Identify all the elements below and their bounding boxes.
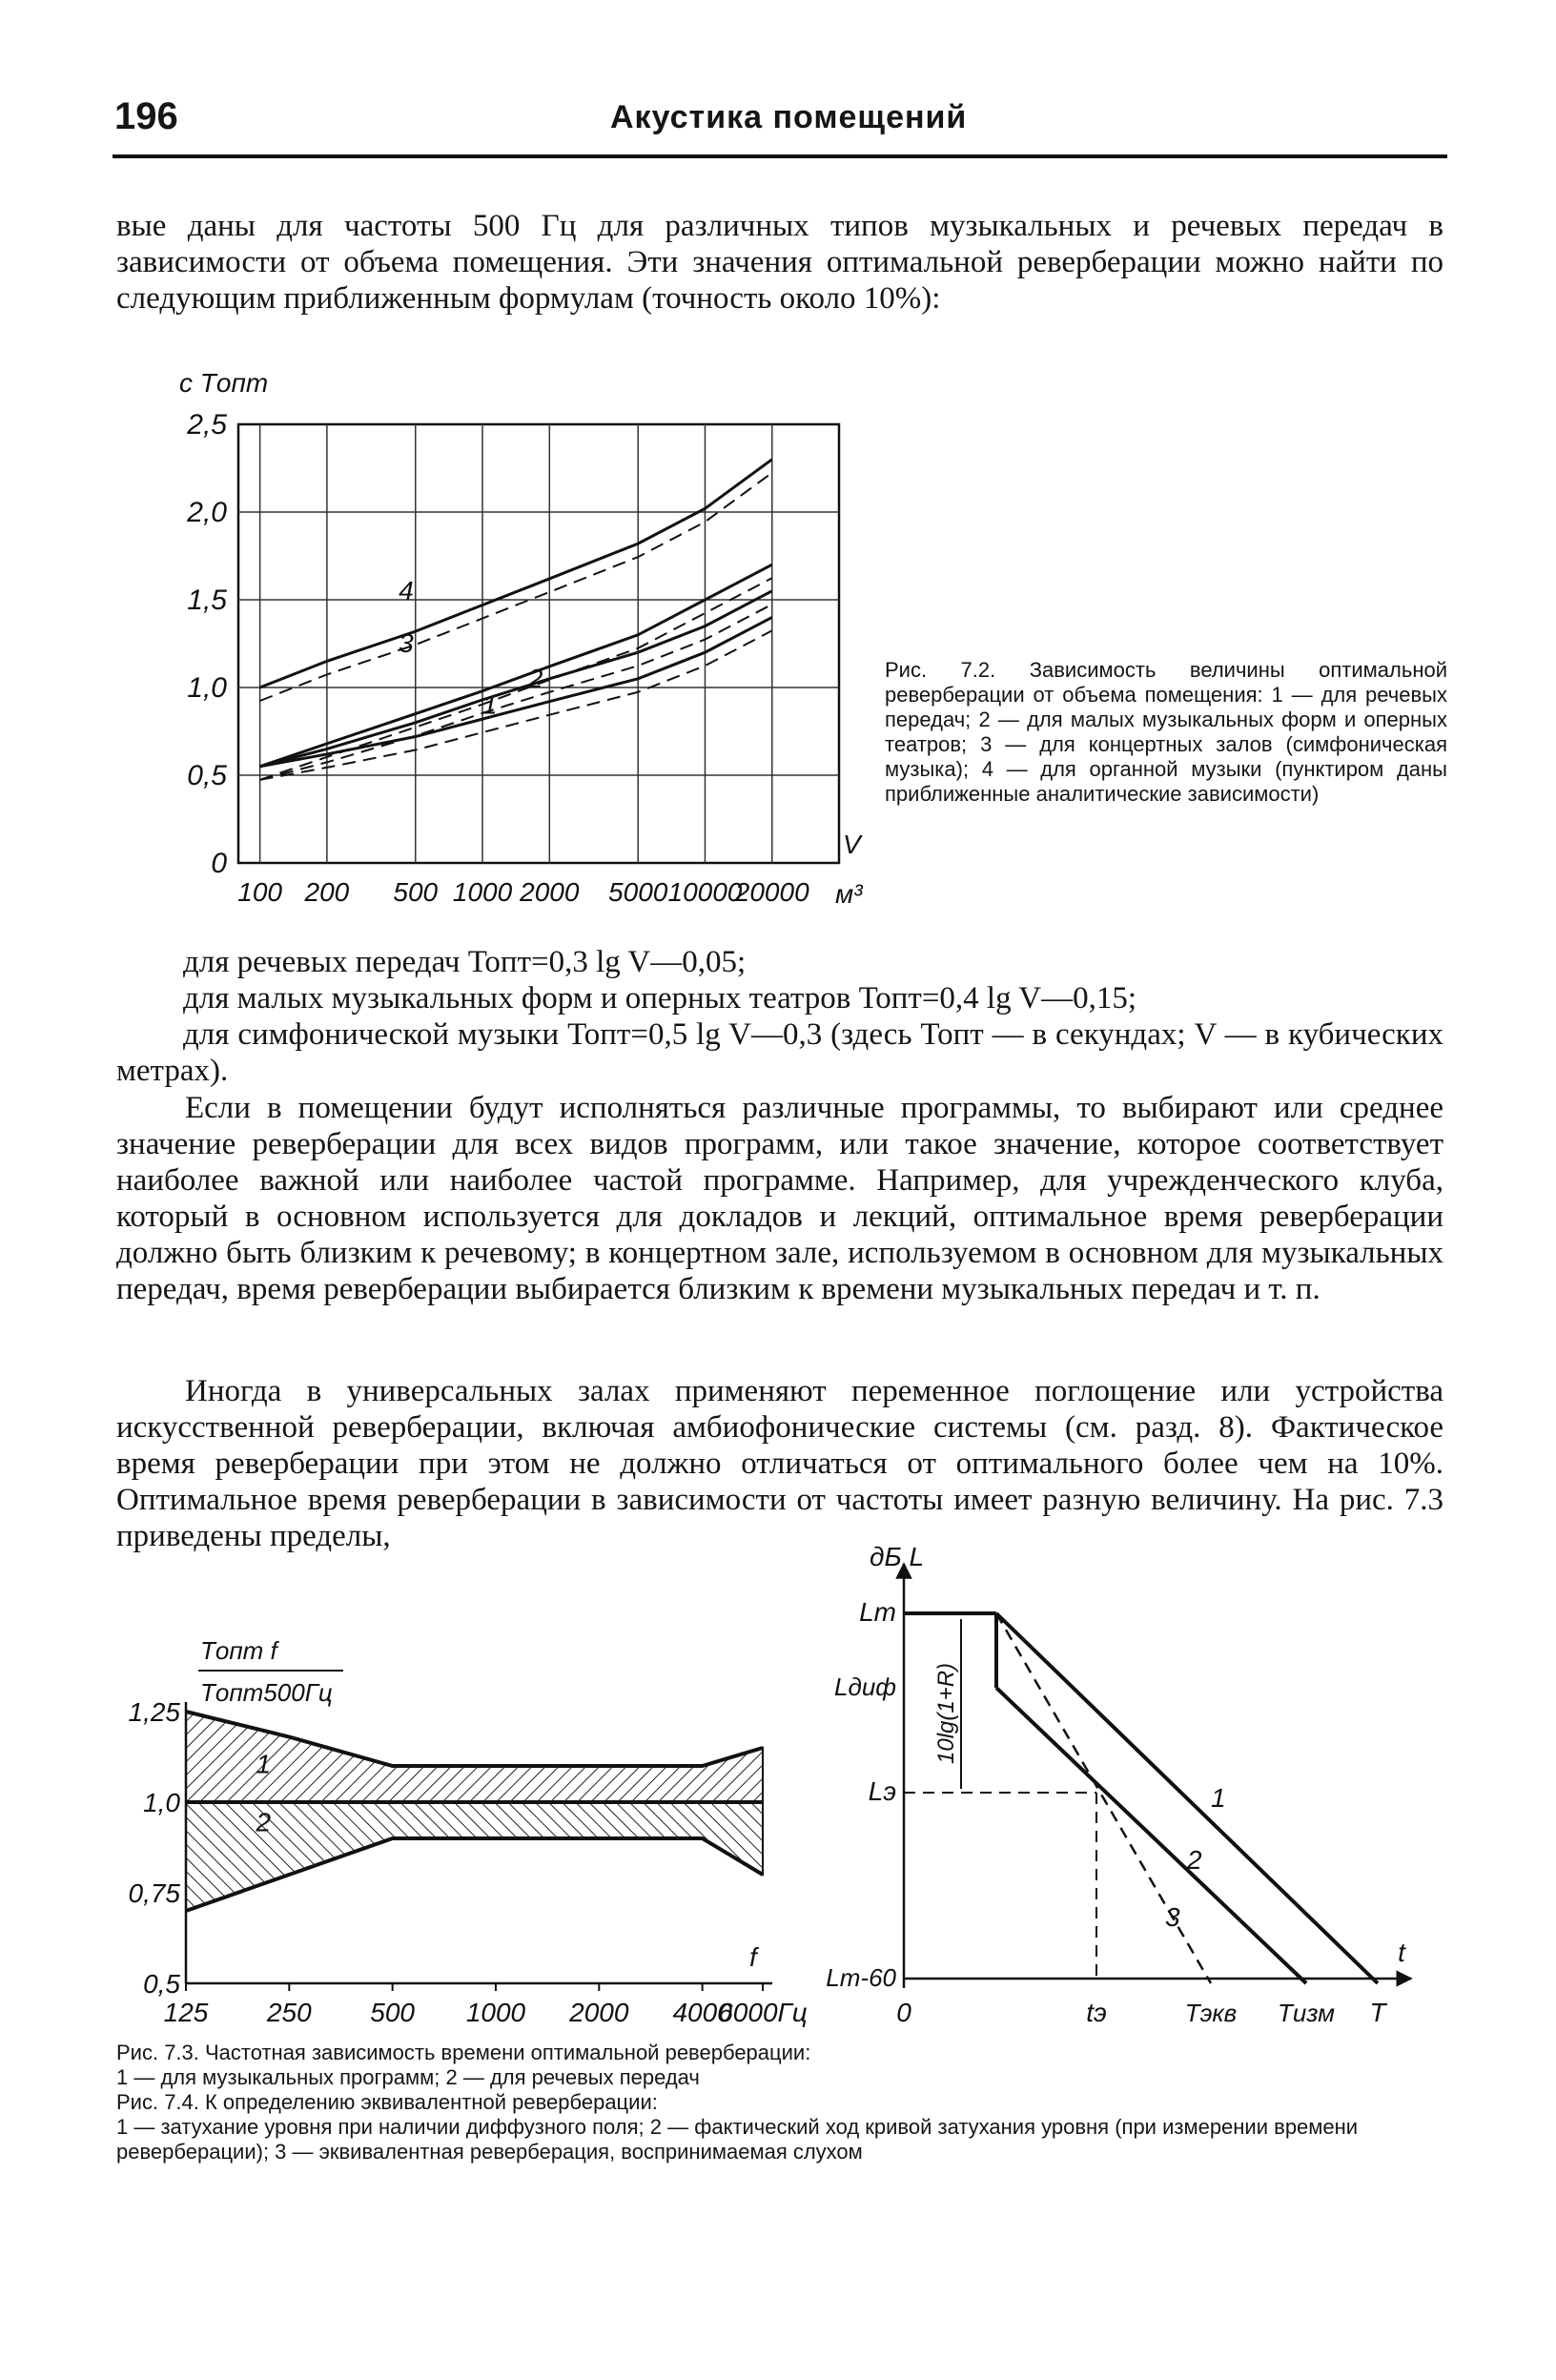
fig74-Lm: Lm — [859, 1597, 896, 1627]
formula-speech: для речевых передач Топт=0,3 lg V—0,05; — [183, 945, 747, 979]
fig72-xtick: 2000 — [520, 877, 580, 907]
fig73-xtick: 4000 — [672, 1998, 732, 2027]
figure-7-4-chart — [810, 1542, 1459, 2041]
fig74-drawing — [826, 1542, 1411, 2027]
fig74-curve-label: 1 — [1211, 1783, 1226, 1813]
fig74-curve-2 — [996, 1688, 1306, 1983]
fig74-Tekv: Tэкв — [1184, 1999, 1238, 2027]
fig74-Le: Lэ — [868, 1776, 896, 1806]
fig74-curve-label: 2 — [1187, 1845, 1202, 1875]
fig72-curve-label: 1 — [482, 689, 498, 720]
fig72-caption-title: Рис. 7.2. Зависимость величины оптимальной реверберации от объема помещения: — [885, 658, 1447, 707]
fig72-curve-label: 4 — [399, 576, 414, 605]
fig74-Ldif: Lдиф — [833, 1672, 896, 1701]
fig74-ylabel: дБ L — [870, 1542, 925, 1571]
fig73-ytick: 0,75 — [128, 1878, 180, 1908]
fig72-curve-3 — [260, 564, 772, 767]
fig74-curve-1 — [996, 1613, 1378, 1983]
fig73-ylabel-den: Tопт500Гц — [200, 1678, 333, 1707]
fig73-band-2 — [186, 1802, 763, 1911]
header-rule — [113, 154, 1447, 158]
fig74-Lm60: Lm-60 — [826, 1963, 896, 1992]
fig72-curve-4 — [260, 460, 772, 687]
paragraph-1: вые даны для частоты 500 Гц для различных типов музыкальных и речевых передач в зависимости от объема помещения. Эти значения оптимальной реверберации можно найти по следующим приближенным формулам (точность около 10%): — [116, 209, 1443, 316]
fig72-dashed-1 — [260, 630, 772, 779]
fig72-labels — [179, 368, 863, 909]
fig73-ytick: 0,5 — [143, 1969, 180, 1999]
fig73-ylabel-num: Tопт f — [200, 1636, 277, 1665]
fig74-te: tэ — [1086, 1998, 1107, 2027]
fig73-xtick: 125 — [163, 1998, 209, 2027]
fig72-xtick: 5000 — [608, 877, 668, 907]
fig73-xtick: 1000 — [465, 1998, 526, 2027]
fig72-xtick: 500 — [393, 877, 439, 907]
fig74-bracket-label: 10lg(1+R) — [933, 1662, 959, 1764]
fig72-ytick: 2,5 — [187, 409, 227, 441]
fig73-xtick: 250 — [266, 1998, 312, 2027]
fig73-xtick: 6000Гц — [718, 1998, 808, 2027]
fig74-caption-legend: 1 — затухание уровня при наличии диффузного поля; 2 — фактический ход кривой затухания уровня (при измерении времени реверберации); 3 — эквивалентная реверберация, воспринимаемая слухом — [116, 2115, 1359, 2164]
fig72-ytick: 1,0 — [187, 672, 227, 704]
fig74-curve-label: 3 — [1165, 1902, 1180, 1932]
formula-opera: для малых музыкальных форм и оперных театров Топт=0,4 lg V—0,15; — [183, 981, 1137, 1016]
fig73-band-label: 1 — [256, 1749, 272, 1779]
fig72-xtick: 1000 — [452, 877, 513, 907]
fig72-ytick: 0 — [211, 848, 227, 879]
fig72-curve-1 — [260, 617, 772, 766]
fig73-ytick: 1,0 — [143, 1788, 180, 1817]
fig72-curve-label: 3 — [399, 628, 414, 659]
fig72-curves — [260, 460, 772, 780]
fig72-vlabel: V — [843, 830, 861, 859]
figure-7-2-chart — [143, 367, 868, 920]
figure-7-2-caption — [885, 658, 1447, 807]
fig73-xtick: 2000 — [569, 1998, 629, 2027]
fig72-ytick: 1,5 — [187, 585, 227, 616]
fig74-T: T — [1369, 1998, 1386, 2027]
fig72-ytick: 2,0 — [187, 497, 227, 528]
fig73-caption-legend: 1 — для музыкальных программ; 2 — для речевых передач — [116, 2065, 700, 2089]
fig72-dashed-4 — [260, 473, 772, 701]
fig72-xtick: 200 — [304, 877, 350, 907]
fig72-xtick: 100 — [237, 877, 282, 907]
fig73-bands — [186, 1712, 763, 1911]
fig72-curve-label: 2 — [527, 664, 543, 693]
fig73-band-1 — [186, 1712, 763, 1802]
figure-7-3-7-4-captions — [116, 2041, 1451, 2165]
fig74-Tizm: Tизм — [1278, 1999, 1335, 2027]
page-number: 196 — [114, 95, 178, 137]
fig72-xunit: м³ — [835, 879, 863, 909]
fig73-xtick: 500 — [370, 1998, 416, 2027]
running-title: Акустика помещений — [610, 99, 968, 135]
paragraph-2: Если в помещении будут исполняться различные программы, то выбирают или среднее значение реверберации для всех видов программ, или такое значение, которое соответствует наиболее важной или наиболее частой программе. Например, для учрежденческого клуба, который в основном используется для докладов и лекций, оптимальное время реверберации должно быть близким к речевому; в концертном зале, используемом в основном для музыкальных передач, время реверберации выбирается близким к времени музыкальных передач и т. п. — [116, 1091, 1443, 1306]
fig72-ytick: 0,5 — [187, 760, 227, 791]
fig74-origin: 0 — [896, 1998, 911, 2027]
fig73-flabel: f — [749, 1942, 757, 1972]
fig73-caption-title: Рис. 7.3. Частотная зависимость времени оптимальной реверберации: — [116, 2041, 811, 2064]
fig72-xtick: 10000 — [667, 877, 743, 907]
fig72-caption-legend: 1 — для речевых передач; 2 — для малых музыкальных форм и оперных театров; 3 — для концертных залов (симфоническая музыка); 4 — для органной музыки (пунктиром даны приближенные аналитические зависимости) — [885, 683, 1447, 806]
fig72-xtick: 20000 — [734, 877, 809, 907]
formula-symphony: для симфонической музыки Топт=0,5 lg V—0,3 (здесь Топт — в секундах; V — в кубических метрах). — [116, 1017, 1443, 1088]
fig74-t: t — [1398, 1938, 1405, 1967]
fig72-ylabel: c Tопт — [179, 368, 269, 398]
figure-7-3-chart — [124, 1621, 808, 2027]
fig73-band-label: 2 — [256, 1807, 272, 1837]
fig74-caption-title: Рис. 7.4. К определению эквивалентной реверберации: — [116, 2090, 658, 2114]
paragraph-3: Иногда в универсальных залах применяют переменное поглощение или устройства искусственной реверберации, включая амбиофонические системы (см. разд. 8). Фактическое время реверберации при этом не должно отличаться от оптимального более чем на 10%. Оптимальное время реверберации в зависимости от частоты имеет разную величину. На рис. 7.3 приведены пределы, — [116, 1374, 1443, 1553]
fig73-ytick: 1,25 — [128, 1697, 180, 1727]
